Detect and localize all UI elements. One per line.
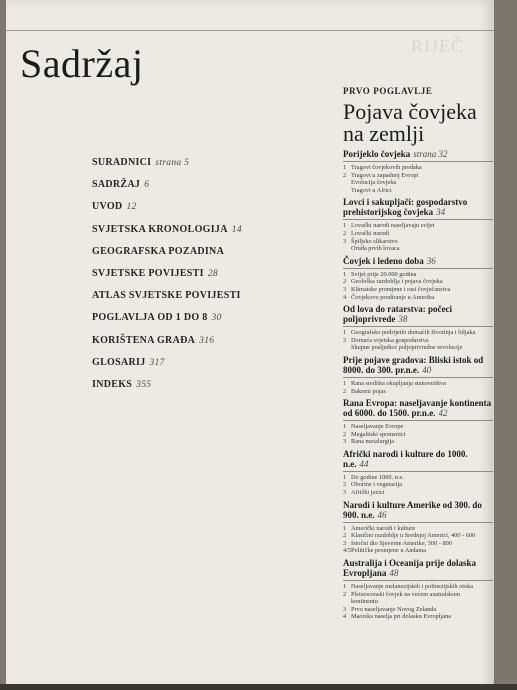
table-edge (0, 684, 517, 690)
section-heading (343, 197, 493, 217)
map-number: 3 (343, 489, 347, 497)
chapter-section (343, 304, 493, 352)
show-through-text: RIJEČ (410, 36, 464, 56)
section-rule (343, 161, 493, 162)
map-title: Naseljavanje melanezijskih i polinezijskih otoka (351, 583, 474, 591)
toc-entry (92, 290, 292, 312)
chapter-title-line-1: Pojava čovjeka (343, 99, 477, 124)
chapter-label: PRVO POGLAVLJE (343, 86, 433, 96)
section-rule (343, 471, 493, 472)
section-rule (343, 268, 493, 269)
map-number: 4/5 (343, 547, 352, 555)
map-list-item (343, 380, 493, 388)
map-list-item (343, 606, 493, 614)
section-rule (343, 580, 493, 581)
map-title: Klimatske promjene i rast čovječanstva (351, 285, 451, 293)
chapter-section (343, 256, 493, 301)
map-list-item (343, 278, 493, 286)
section-heading-text: Afrički narodi i kulture do 1000. n.e. (343, 448, 468, 469)
map-title: Istočni dio Sjeverne Amerike, 500 - 800 (351, 539, 452, 547)
map-list-item (343, 222, 493, 230)
map-title: kontinentu (351, 598, 378, 606)
map-list-item (343, 179, 493, 187)
map-number: 1 (343, 222, 347, 230)
chapter-section (343, 558, 493, 621)
map-title: Lovački narodi naseljavaju svijet (351, 222, 435, 230)
main-contents-list (92, 157, 292, 401)
map-title: Tragovi u Africi (351, 186, 392, 194)
map-title: Rana metalurgija (351, 438, 395, 446)
map-list-item (343, 337, 493, 345)
toc-entry (92, 312, 292, 334)
toc-entry (92, 224, 292, 246)
section-page: 34 (436, 207, 446, 218)
toc-entry-label: UVOD (92, 201, 123, 213)
map-title: Američki narodi i kulture (351, 524, 416, 532)
section-heading-text: Australija i Oceanija prije dolaska Evropljana (343, 558, 476, 579)
toc-entry (92, 379, 292, 401)
map-title: Megalitski spomenici (351, 430, 406, 438)
map-number: 3 (343, 539, 347, 547)
map-title: Prvo naseljavanje Novog Zelanda (351, 605, 437, 613)
map-title: Oruđa prvih lovaca (351, 245, 400, 253)
map-list-item (343, 187, 493, 195)
toc-entry-page: 317 (149, 357, 165, 368)
map-list-item (343, 613, 493, 621)
section-heading (343, 398, 493, 418)
section-heading-text: Od lova do ratarstva: počeci poljoprivrede (343, 304, 452, 325)
map-number: 2 (343, 387, 347, 395)
map-number: 2 (343, 481, 347, 489)
toc-entry (92, 201, 292, 223)
map-list-item (343, 438, 493, 446)
map-number: 2 (343, 532, 347, 540)
toc-entry-label: KORIŠTENA GRAĐA (92, 334, 196, 346)
section-page: 46 (377, 509, 387, 520)
toc-entry-label: INDEKS (92, 378, 133, 390)
map-number: 4 (343, 293, 347, 301)
section-heading-text: Narodi i kulture Amerike od 300. do 900. n.e. (343, 499, 482, 520)
toc-entry-page: 12 (126, 202, 137, 213)
section-heading (343, 355, 493, 375)
map-title: Špiljsko slikarstvo (351, 237, 398, 245)
section-heading (343, 500, 493, 520)
chapter-section (343, 449, 493, 497)
map-number: 1 (343, 423, 347, 431)
map-number: 2 (343, 229, 347, 237)
map-title: Čovjekovo prodiranje u Ameriku (351, 293, 435, 301)
map-list-item (343, 525, 493, 533)
toc-entry (92, 157, 292, 179)
chapter-section (343, 149, 493, 194)
map-list-item (343, 423, 493, 431)
map-title: Do godine 1000. n.e. (351, 473, 404, 481)
page-title: Sadržaj (20, 41, 144, 86)
map-list-item (343, 164, 493, 172)
toc-entry-label: SVJETSKA KRONOLOGIJA (92, 223, 228, 235)
map-title: Pleistocenski čovjek na većem australskom (351, 590, 461, 598)
map-list-item (343, 172, 493, 180)
chapter-title-line-2: na zemlji (343, 121, 425, 146)
map-list-item (343, 540, 493, 548)
section-heading (343, 149, 493, 159)
toc-entry-page: 14 (231, 224, 242, 235)
map-number: 1 (343, 164, 347, 171)
map-title: Političke promjene u Andama (351, 547, 427, 555)
map-list-item (343, 547, 493, 555)
map-list-item (343, 329, 493, 337)
map-list-item (343, 271, 493, 279)
map-number: 2 (343, 278, 347, 286)
map-list-item (343, 598, 493, 606)
map-number: 2 (343, 336, 347, 344)
map-list-item (343, 388, 493, 396)
map-list-item (343, 286, 493, 294)
map-list-item (343, 344, 493, 352)
section-list (343, 149, 493, 621)
toc-entry-label: SADRŽAJ (92, 179, 141, 191)
toc-entry (92, 357, 292, 379)
toc-entry-label: GLOSARIJ (92, 356, 146, 368)
section-heading (343, 558, 493, 578)
map-number: 3 (343, 237, 347, 245)
section-heading-text: Rana Evropa: naseljavanje kontinenta od 6000. do 1500. pr.n.e. (343, 398, 492, 419)
section-heading-text: Lovci i sakupljači: gospodarstvo prehistorijskog čovjeka (343, 197, 468, 218)
section-heading (343, 256, 493, 266)
map-number: 1 (343, 329, 347, 337)
section-heading (343, 304, 493, 324)
section-heading-text: Prije pojave gradova: Bliski istok od 8000. do 300. pr.n.e. (343, 354, 484, 375)
map-title: Afrički jezici (351, 489, 385, 497)
map-number: 3 (343, 605, 347, 613)
section-heading-text: Porijeklo čovjeka (343, 149, 411, 159)
map-list-item (343, 238, 493, 246)
map-title: Klasično razdoblje u Srednjoj Americi, 400 - 600 (351, 532, 476, 540)
section-rule (343, 326, 493, 327)
chapter-section (343, 355, 493, 395)
section-page: 44 (359, 458, 369, 469)
chapter-title (343, 101, 493, 145)
toc-entry (92, 335, 292, 357)
section-page: 42 (438, 408, 448, 419)
map-number: 4 (343, 613, 347, 621)
map-title: Lovački narodi (351, 229, 390, 237)
section-page: 48 (389, 568, 399, 579)
section-heading-text: Čovjek i ledeno doba (343, 255, 424, 266)
map-number: 2 (343, 430, 347, 438)
map-list-item (343, 230, 493, 238)
toc-entry-label: ATLAS SVJETSKE POVIJESTI (92, 290, 241, 302)
section-page: 40 (422, 364, 432, 375)
chapter-section (343, 398, 493, 446)
map-title: Skupne posljedice poljoprivredne revolucije (351, 344, 463, 352)
map-title: Rana središta okupljanja stanovništva (351, 379, 446, 387)
toc-entry-page: 30 (211, 313, 222, 324)
map-list-item (343, 431, 493, 439)
map-list-item (343, 245, 493, 253)
map-title: Domaća svjetska gospodarstva (351, 336, 429, 344)
map-title: Geografsko podrijetlo domaćih životinja i biljaka (351, 329, 476, 337)
section-heading (343, 449, 493, 469)
map-title: Svijet prije 20.000 godina (351, 270, 417, 278)
toc-entry-label: SURADNICI (92, 157, 152, 168)
chapter-section (343, 500, 493, 555)
map-list-item (343, 489, 493, 497)
toc-entry-page: strana 5 (155, 158, 190, 168)
map-list-item (343, 294, 493, 302)
map-title: Geološka razdoblja i pojava čovjeka (351, 278, 443, 286)
map-title: Bakreni pojas (351, 387, 386, 395)
toc-entry (92, 179, 292, 201)
section-rule (343, 219, 493, 220)
section-rule (343, 522, 493, 523)
section-rule (343, 377, 493, 378)
map-list-item (343, 583, 493, 591)
map-list-item (343, 481, 493, 489)
chapter-contents (343, 86, 493, 621)
toc-entry-page: 6 (144, 180, 150, 191)
map-list-item (343, 474, 493, 482)
map-title: Evolucija čovjeka (351, 179, 397, 187)
chapter-section (343, 197, 493, 252)
map-title: Tragovi u zapadnoj Evropi (351, 171, 419, 179)
map-title: Naseljavanje Evrope (351, 423, 404, 431)
book-page (6, 0, 494, 690)
section-rule (343, 420, 493, 421)
map-number: 1 (343, 524, 347, 532)
map-number: 1 (343, 270, 347, 278)
map-number: 2 (343, 171, 347, 179)
toc-entry-page: 28 (207, 268, 218, 279)
map-number: 1 (343, 379, 347, 387)
toc-entry-label: POGLAVLJA OD 1 DO 8 (92, 312, 208, 324)
map-number: 1 (343, 473, 347, 481)
map-number: 3 (343, 285, 347, 293)
section-page: 36 (426, 255, 436, 266)
toc-entry-label: SVJETSKE POVIJESTI (92, 267, 204, 279)
section-page: strana 32 (413, 149, 448, 159)
map-number: 1 (343, 583, 347, 591)
map-title: Maorska naselja pri dolasku Evropljana (351, 613, 452, 621)
toc-entry-label: GEOGRAFSKA POZADINA (92, 245, 225, 257)
section-page: 38 (398, 314, 408, 325)
map-list-item (343, 532, 493, 540)
toc-entry (92, 246, 292, 268)
toc-entry-page: 355 (136, 379, 152, 390)
top-rule (6, 30, 494, 31)
map-title: Oborine i vegetacija (351, 481, 403, 489)
map-title: Tragovi čovjekovih predaka (351, 164, 422, 171)
toc-entry (92, 268, 292, 290)
map-number: 3 (343, 438, 347, 446)
toc-entry-page: 316 (199, 335, 215, 346)
map-number: 2 (343, 590, 347, 598)
map-list-item (343, 591, 493, 599)
